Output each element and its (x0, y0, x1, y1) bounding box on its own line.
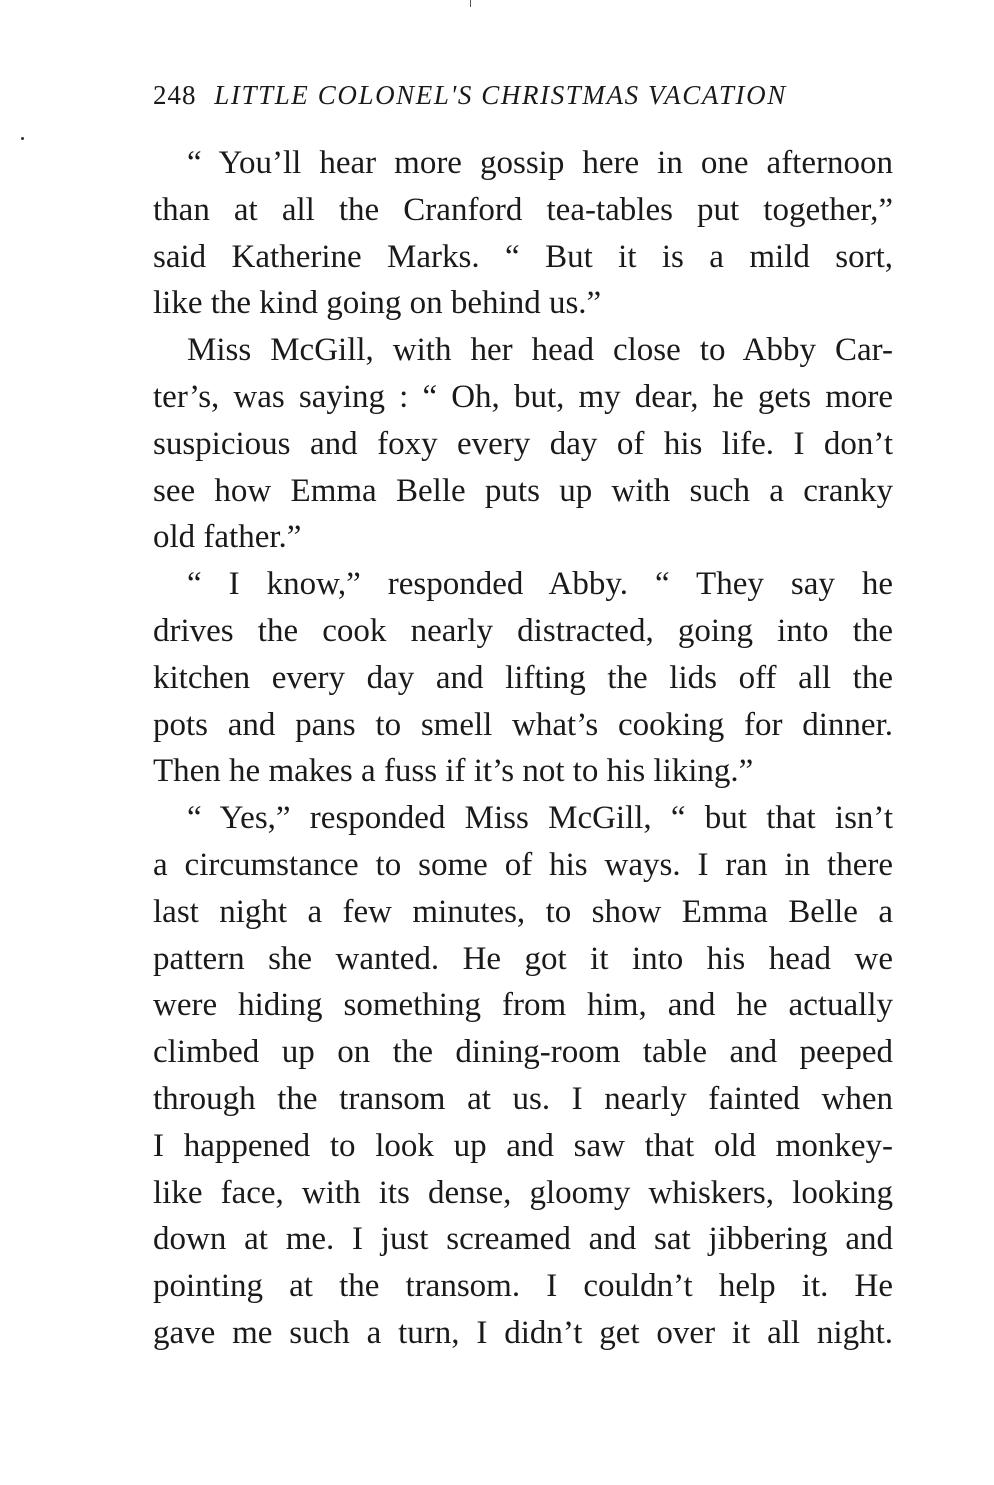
text-line: drives the cook nearly distracted, going into the (153, 612, 893, 649)
text-line: I happened to look up and saw that old monkey- (153, 1127, 893, 1164)
text-line: climbed up on the dining-room table and peeped (153, 1034, 893, 1071)
running-title: LITTLE COLONEL'S CHRISTMAS VACATION (214, 80, 787, 110)
text-line: pointing at the transom. I couldn’t help it. He (153, 1268, 893, 1305)
text-line: old father.” (153, 519, 302, 556)
page-number: 248 (153, 80, 197, 110)
text-line: pattern she wanted. He got it into his head we (153, 940, 893, 977)
text-line: gave me such a turn, I didn’t get over it all night. (153, 1314, 893, 1351)
text-line: like face, with its dense, gloomy whiskers, looking (153, 1174, 893, 1211)
text-line: suspicious and foxy every day of his life. I don’t (153, 425, 893, 462)
scan-mark (470, 0, 471, 7)
text-line: kitchen every day and lifting the lids off all the (153, 659, 893, 696)
text-line: Then he makes a fuss if it’s not to his liking.” (153, 753, 754, 790)
text-line: “ You’ll hear more gossip here in one afternoon (187, 145, 893, 181)
text-line: ter’s, was saying : “ Oh, but, my dear, he gets more (153, 378, 893, 415)
text-line: down at me. I just screamed and sat jibbering and (153, 1221, 893, 1258)
text-line: said Katherine Marks. “ But it is a mild sort, (153, 238, 893, 275)
text-line: than at all the Cranford tea-tables put together,” (153, 191, 893, 228)
text-line: through the transom at us. I nearly fainted when (153, 1080, 893, 1117)
text-line: “ Yes,” responded Miss McGill, “ but that isn’t (187, 800, 893, 837)
text-line: were hiding something from him, and he actually (153, 987, 893, 1024)
text-line: pots and pans to smell what’s cooking for dinner. (153, 706, 893, 743)
text-line: see how Emma Belle puts up with such a cranky (153, 472, 893, 509)
body-text (153, 140, 893, 1357)
text-line: a circumstance to some of his ways. I ran in there (153, 846, 893, 883)
text-line: Miss McGill, with her head close to Abby Car- (187, 332, 893, 369)
scan-speck (21, 137, 24, 140)
text-line: last night a few minutes, to show Emma Belle a (153, 893, 893, 930)
text-line: “ I know,” responded Abby. “ They say he (187, 566, 893, 603)
text-line: like the kind going on behind us.” (153, 285, 602, 322)
running-header (153, 80, 893, 111)
